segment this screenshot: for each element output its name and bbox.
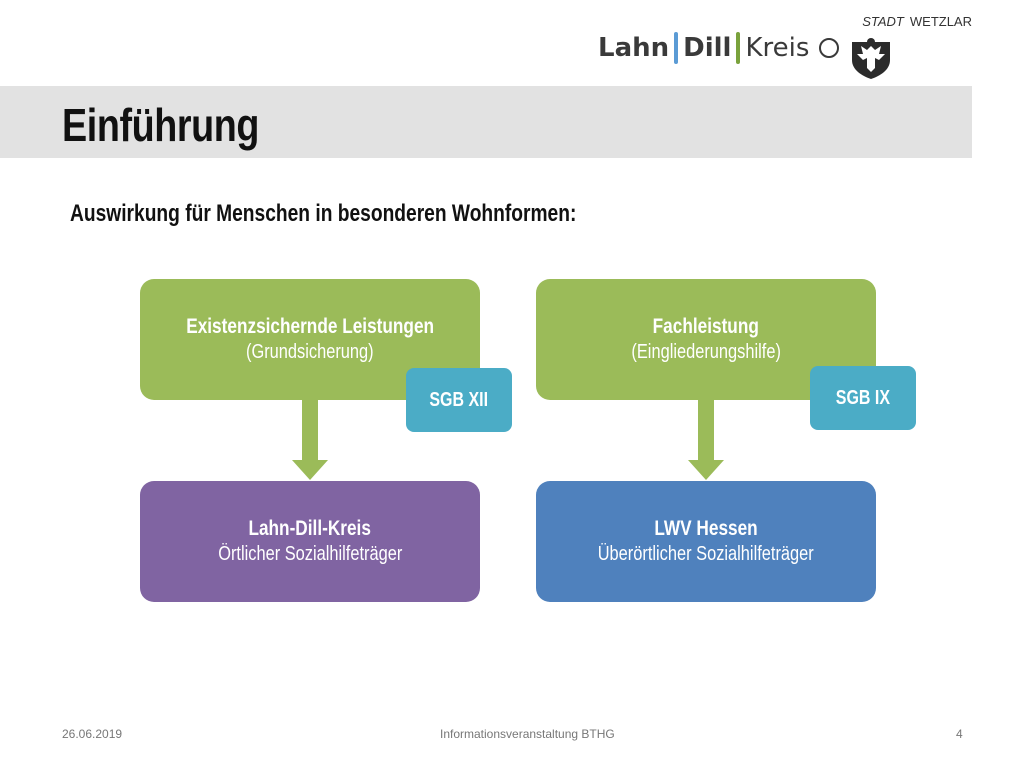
logo-circle-icon: [819, 38, 839, 58]
footer-page-number: 4: [956, 727, 963, 741]
slide-subtitle: Auswirkung für Menschen in besonderen Wohnformen:: [70, 200, 577, 227]
footer-event: Informationsveranstaltung BTHG: [440, 727, 615, 741]
box-subtitle: (Eingliederungshilfe): [631, 341, 781, 363]
logo-bar-green: [736, 32, 740, 64]
box-title: Existenzsichernde Leistungen: [186, 315, 434, 338]
arrow-down-left-icon: [292, 400, 328, 480]
box-subtitle: (Grundsicherung): [246, 341, 374, 363]
wetzlar-label: WETZLAR: [909, 14, 972, 29]
logo-kreis: Kreis: [745, 33, 810, 63]
footer-date: 26.06.2019: [62, 727, 123, 741]
eagle-crest-icon: [848, 34, 894, 80]
stadt-label: STADT: [862, 14, 904, 29]
box-title: Lahn-Dill-Kreis: [248, 517, 372, 540]
arrow-down-right-icon: [688, 400, 724, 480]
tag-sgb-ix: [810, 366, 916, 430]
logo-lahn: Lahn: [598, 33, 670, 63]
tag-sgb-xii: [406, 368, 512, 432]
stadt-wetzlar-label: [862, 14, 972, 29]
box-title: LWV Hessen: [654, 517, 758, 540]
box-lahn-dill-kreis: [140, 481, 480, 602]
logo-dill: Dill: [683, 33, 732, 63]
logo-bar-blue: [674, 32, 678, 64]
box-lwv-hessen: [536, 481, 876, 602]
box-subtitle: Örtlicher Sozialhilfeträger: [217, 543, 403, 565]
tag-label: SGB IX: [835, 386, 891, 409]
lahn-dill-kreis-logo: [598, 30, 839, 66]
box-title: Fachleistung: [652, 315, 760, 338]
slide-title: Einführung: [62, 99, 260, 151]
tag-label: SGB XII: [429, 388, 489, 411]
box-subtitle: Überörtlicher Sozialhilfeträger: [597, 543, 815, 565]
